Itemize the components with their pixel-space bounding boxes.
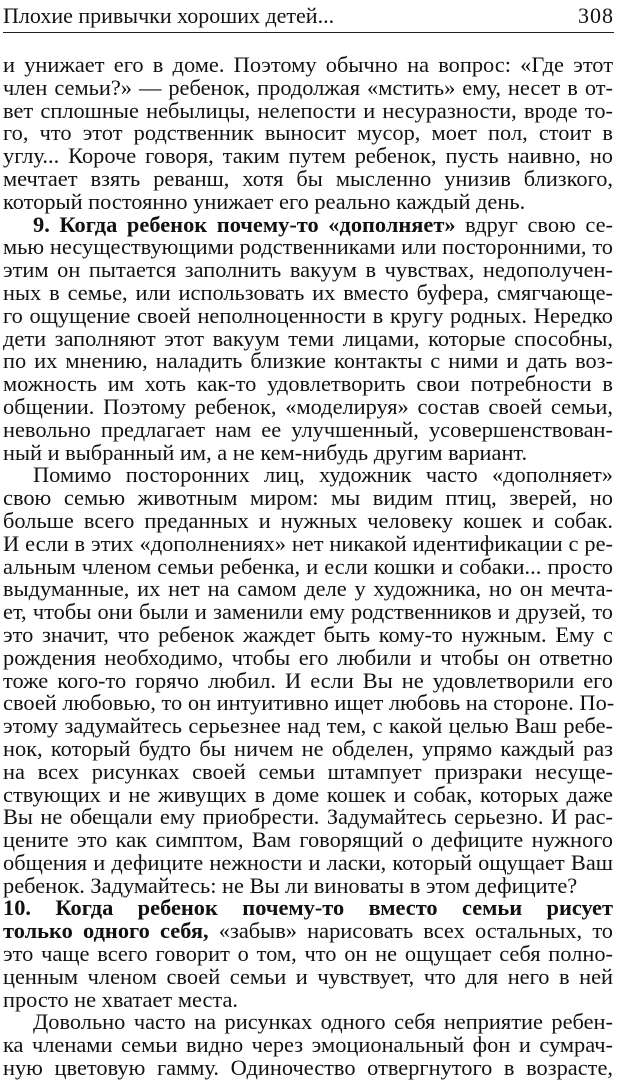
- text-line: [3, 601, 613, 624]
- text-line: [3, 165, 613, 191]
- bold-heading-text: 9. Когда ребенок почему-то «дополняет»: [33, 211, 456, 237]
- line-text: своей любовью, то он интуитивно ищет любовь на стороне. По-: [3, 690, 615, 716]
- line-text: ка членами семьи видно через эмоциональный фон и сумрач-: [3, 1032, 613, 1058]
- text-line: [3, 325, 613, 351]
- line-text: на всех рисунках своей семьи штампует призраки несуще-: [3, 758, 613, 784]
- line-text: это значит, что ребенок жаждет быть кому-то нужным. Ему с: [3, 621, 613, 647]
- line-text: это чаще всего говорит о том, что он не ощущает себя полно-: [3, 941, 613, 967]
- text-line: [3, 97, 613, 123]
- text-line: [3, 1034, 613, 1057]
- text-line: [3, 236, 613, 259]
- line-text: этому задумайтесь серьезнее над тем, с какой целью Ваш ребе-: [3, 713, 613, 739]
- text-line: [3, 211, 613, 237]
- text-line: [3, 302, 613, 328]
- line-text: выдуманные, их нет на самом деле у художника, но он мечта-: [3, 576, 613, 602]
- text-line: [3, 259, 613, 282]
- text-line: [3, 1011, 613, 1034]
- text-line: [3, 373, 613, 396]
- line-text: мью несуществующими родственниками или посторонними, то: [3, 234, 613, 260]
- text-line: [3, 920, 613, 943]
- page-number: 308: [578, 3, 614, 28]
- text-line: [3, 487, 613, 510]
- text-line: [3, 439, 613, 465]
- text-line: [3, 1057, 613, 1080]
- line-text: тоже кого-то горячо любил. И если Вы не удовлетворили его: [3, 667, 613, 693]
- line-text: просто не хватает места.: [3, 986, 239, 1012]
- bold-heading-text: 10. Когда ребенок почему-то вместо семьи рисует: [3, 895, 613, 921]
- line-text: по их мнению, наладить близкие контакты с ними и дать воз-: [3, 348, 613, 374]
- line-text: мечтает взять реванш, хотя бы мысленно унизив близкого,: [3, 165, 613, 191]
- text-line: [3, 74, 613, 100]
- text-line: [3, 393, 613, 419]
- text-line: [3, 943, 613, 966]
- text-line: [3, 416, 613, 442]
- line-text: общения и дефиците нежности и ласки, который ощущает Ваш: [3, 849, 613, 875]
- text-line: [3, 464, 613, 487]
- header-title: Плохие привычки хороших детей...: [3, 3, 335, 28]
- line-text: вет сплошные небылицы, нелепости и несуразности, вроде то-: [3, 97, 613, 123]
- line-text: свою семью животным миром: мы видим птиц, зверей, но: [3, 485, 613, 511]
- line-text: ет, чтобы они были и заменили ему родственников и друзей, то: [3, 599, 613, 625]
- text-line: [3, 897, 613, 920]
- line-text: член семьи?» — ребенок, продолжая «мстить» ему, несет в от-: [3, 74, 613, 100]
- text-line: [3, 735, 613, 761]
- text-line: [3, 507, 613, 533]
- text-line: [3, 963, 613, 989]
- text-line: [3, 692, 613, 715]
- line-text: который постоянно унижает его реально каждый день.: [3, 188, 526, 214]
- text-line: [3, 54, 613, 77]
- line-text: больше всего преданных и нужных человеку кошек и собак.: [3, 507, 613, 533]
- line-text: общении. Поэтому ребенок, «моделируя» состав своей семьи,: [3, 393, 613, 419]
- text-line: [3, 758, 613, 784]
- text-line: [3, 279, 613, 305]
- line-text: можность им хоть как-то удовлетворить свои потребности в: [3, 371, 613, 397]
- line-text: углу... Короче говоря, таким путем ребенок, пусть наивно, но: [3, 143, 613, 169]
- line-text: нок, который будто бы ничем не обделен, упрямо каждый раз: [3, 735, 613, 761]
- text-line: [3, 621, 613, 647]
- line-text: цените это как симптом, Вам говорящий о дефиците нужного: [3, 827, 613, 853]
- text-line: [3, 849, 613, 875]
- line-text: го, что этот родственник выносит мусор, моет пол, стоит в: [3, 120, 613, 146]
- text-line: [3, 530, 613, 556]
- line-text: рождения необходимо, чтобы его любили и чтобы он ответно: [3, 644, 613, 670]
- text-line: [3, 145, 613, 168]
- text-line: [3, 872, 613, 898]
- line-text: ных в семье, или использовать их вместо буфера, смягчающе-: [3, 279, 613, 305]
- line-text: Помимо посторонних лиц, художник часто «дополняет»: [33, 462, 613, 488]
- line-text: альным членом семьи ребенка, и если кошки и собаки... просто: [3, 553, 613, 579]
- line-text: этим он пытается заполнить вакуум в чувствах, недополучен-: [3, 257, 613, 283]
- line-text: го ощущение своей неполноценности в кругу родных. Нередко: [3, 302, 613, 328]
- line-text: И если в этих «дополнениях» нет никакой идентификации с ре-: [3, 530, 613, 556]
- text-line: [3, 715, 613, 738]
- line-text: ный и выбранный им, а не кем-нибудь другим вариант.: [3, 439, 528, 465]
- text-line: [3, 578, 613, 601]
- line-text: ную цветовую гамму. Одиночество отвергнутого в возрасте,: [3, 1055, 613, 1080]
- text-line: [3, 986, 613, 1012]
- line-text: ствующих и не живущих в доме кошек и собак, которых даже: [3, 781, 613, 807]
- line-text: вдруг свою се-: [455, 211, 613, 237]
- text-line: [3, 667, 613, 693]
- line-text: ребенок. Задумайтесь: не Вы ли виноваты в этом дефиците?: [3, 872, 578, 898]
- line-text: и унижает его в доме. Поэтому обычно на вопрос: «Где этот: [3, 52, 613, 77]
- text-line: [3, 350, 613, 373]
- text-line: [3, 553, 613, 579]
- bold-heading-text: только одного себя,: [3, 918, 209, 944]
- text-line: [3, 806, 613, 829]
- text-line: [3, 122, 613, 145]
- text-line: [3, 188, 613, 214]
- body-text: [3, 54, 613, 1080]
- line-text: «забыв» нарисовать всех остальных, то: [208, 918, 614, 944]
- line-text: ценным членом своей семьи и чувствует, что для него в ней: [3, 963, 613, 989]
- running-header: [3, 2, 614, 33]
- line-text: дети заполняют этот вакуум теми лицами, которые способны,: [3, 325, 613, 351]
- text-line: [3, 781, 613, 807]
- line-text: Вы не обещали ему приобрести. Задумайтесь серьезно. И рас-: [3, 804, 613, 830]
- line-text: Довольно часто на рисунках одного себя неприятие ребен-: [33, 1009, 613, 1035]
- text-line: [3, 829, 613, 852]
- line-text: невольно предлагает нам ее улучшенный, усовершенствован-: [3, 416, 613, 442]
- text-line: [3, 644, 613, 670]
